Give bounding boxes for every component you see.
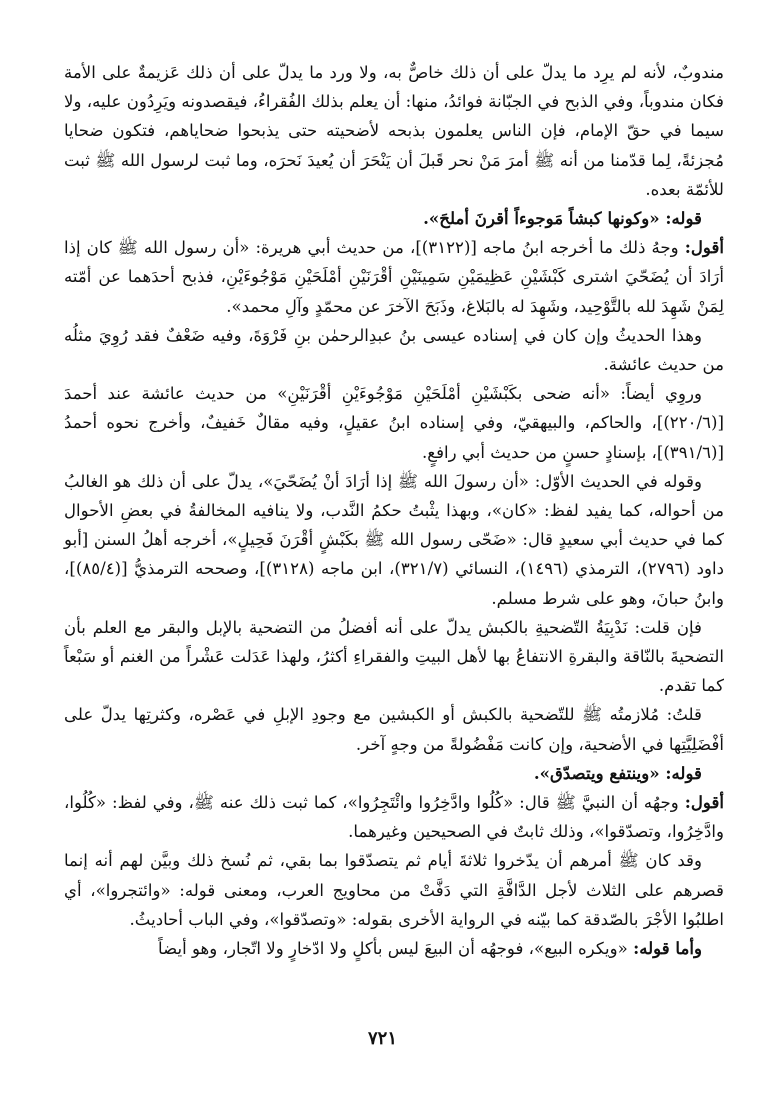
paragraph-4	[64, 321, 724, 379]
lemma-text: «وينتفع ويتصدّق».	[533, 762, 660, 783]
page-body	[64, 58, 724, 963]
paragraph-5	[64, 379, 724, 467]
paragraph-text: وهذا الحديثُ وإن كان في إسناده عيسى بنُ عبدِالرحمٰن بنِ فَرْوَةَ، وفيه ضَعْفٌ فقد رُوِيَ مثلُه من حديث عائشة.	[64, 325, 724, 375]
page-number: ٧٢١	[367, 1028, 397, 1049]
paragraph-text: وروِي أيضاً: «أنه ضحى بكَبْشَيْنِ أمْلَحَيْنِ مَوْجُوءَيْنِ أقْرَنَيْنِ» من حديث عائشة عند أحمدَ [(٢٢٠/٦)]، والحاكم، والبيهقيّ، وفي إسناده ابنُ عقيلٍ، وفيه مقالٌ خَفيفٌ، وأخرج نحوه أحمدُ [(٣٩١/٦)]، بإسنادٍ حسنٍ من حديث أبي رافعٍ.	[64, 384, 724, 462]
paragraph-8	[64, 700, 724, 758]
paragraph-text: وجهُه أن النبيَّ ﷺ قال: «كُلُوا وادَّخِرُوا وائْتَجِرُوا»، كما ثبت ذلك عنه ﷺ، وفي لفظ: «كُلُوا، وادَّخِرُوا، وتصدّقوا»، وذلك ثابتٌ في الصحيحين وغيرهما.	[64, 793, 724, 842]
paragraph-3	[64, 233, 724, 321]
paragraph-text: فإن قلت: نَدْبِيَةُ التّضحيةِ بالكبش يدلّ على أنه أفضلُ من التضحية بالإبل والبقر مع العلم بأن التضحيةَ بالنّاقة والبقرةِ الانتفاعُ بها لأهل البيتِ والفقراءِ أكثرُ، ولهذا عَدَلت عَشْراً من الغنم أو سَبْعاً كما تقدم.	[64, 617, 724, 696]
lemma-text: «وكونها كبشاً مَوجوءاً أقرنَ أملحَ».	[423, 208, 660, 229]
amma-qawluhu-label: وأما قوله:	[633, 938, 702, 959]
aqulu-label: أقول:	[684, 792, 724, 813]
paragraph-text: وقد كان ﷺ أمرهم أن يدّخروا ثلاثةَ أيام ثم يتصدّقوا بما بقي، ثم نُسخ ذلك وبيَّن لهم أنه إنما قصرهم على الثلاث لأجل الدَّافَّةِ التي دَفَّتْ من محاويج العرب، ومعنى قوله: «وائتجروا»، أي اطلبُوا الأجْرَ بالصّدقة كما بيّنه في الرواية الأخرى بقوله: «وتصدّقوا»، وفي الباب أحاديثُ.	[64, 851, 724, 929]
paragraph-text: وجهُ ذلك ما أخرجه ابنُ ماجه [(٣١٢٢)]، من حديث أبي هريرة: «أن رسول الله ﷺ كان إذا أرَادَ أن يُضَحّيَ اشترى كَبْشَيْنِ عَظِيمَيْنِ سَمِينَيْنِ أقْرَنَيْنِ أمْلَحَيْنِ مَوْجُوءَيْنِ، فذبح أحدَهما عن أمّته لِمَنْ شَهِدَ لله بالتَّوْحِيد، وشَهِدَ له بالبَلاغ، وذَبَحَ الآخرَ عن محمّدٍ وآلِ محمد».	[64, 238, 724, 316]
paragraph-text: قلتُ: مُلازمتُه ﷺ للتّضحية بالكبش أو الكبشين مع وجودِ الإبلِ في عَصْره، وكثرتِها يدلّ على أفْضَلِيَّتِها في الأضحية، وإن كانت مَفْضُولةً من وجهٍ آخر.	[64, 705, 724, 754]
lemma-label: قوله:	[665, 762, 702, 783]
paragraph-6	[64, 467, 724, 613]
heading-lemma-1	[64, 204, 724, 233]
lemma-label: قوله:	[665, 208, 702, 229]
paragraph-text: مندوبٌ، لأنه لم يرِد ما يدلّ على أن ذلك خاصٌّ به، ولا ورد ما يدلّ على أن ذلك عَزيمةٌ على الأمة فكان مندوباً، وفي الذبح في الجبّانة فوائدُ، منها: أن يعلم بذلك الفُقراءُ، فيقصدونه ويَرِدُون عليه، ولا سيما في حقّ الإمام، فإن الناس يعلمون بذبحه لأضحيته حتى يذبحوا ضحاياهم، فتكون ضحايا مُجزئةً، لِما قدّمنا من أنه ﷺ أمرَ مَنْ نحر قَبلَ أن يَنْحَرَ أن يُعيدَ نَحرَه، وما ثبت لرسول الله ﷺ ثبت للأئمّة بعده.	[64, 63, 724, 199]
paragraph-11	[64, 846, 724, 934]
paragraph-10	[64, 788, 724, 846]
paragraph-1	[64, 58, 724, 204]
aqulu-label: أقول:	[684, 237, 725, 258]
paragraph-7	[64, 613, 724, 701]
paragraph-text: «ويكره البيع»، فوجهُه أن البيعَ ليس بأكلٍ ولا ادّخارٍ ولا اتّجار، وهو أيضاً	[158, 939, 628, 959]
paragraph-12	[64, 934, 724, 963]
paragraph-text: وقوله في الحديث الأوّل: «أن رسولَ الله ﷺ إذا أرَادَ أنْ يُضَحّيَ»، يدلّ على أن ذلك هو الغالبُ من أحواله، كما يفيد لفظ: «كان»، وبهذا يثْبتُ حكمُ النَّدب، ولا ينافيه المخالفةُ في بعضِ الأحوال كما في حديث أبي سعيدٍ قال: «ضَحّى رسول الله ﷺ بكَبْشٍ أقْرَنَ فَحِيلٍ»، أخرجه أهلُ السنن [أبو داود (٢٧٩٦)، الترمذي (١٤٩٦)، النسائي (٣٢١/٧)، ابن ماجه (٣١٢٨)]، وصححه الترمذيُّ [(٨٥/٤)]، وابنُ حبانَ، وهو على شرط مسلم.	[64, 471, 724, 608]
heading-lemma-2	[64, 759, 724, 788]
